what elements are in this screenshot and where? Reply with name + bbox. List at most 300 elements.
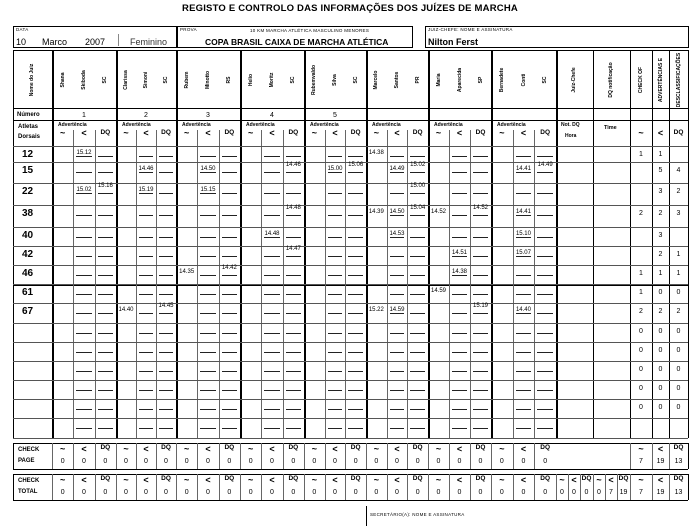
time-entry: 14.40 bbox=[515, 307, 531, 313]
footer-value: 0 bbox=[560, 489, 564, 496]
adv-dash bbox=[328, 390, 343, 391]
time-entry: 14.52 bbox=[472, 205, 488, 211]
footer-value: 0 bbox=[248, 489, 253, 496]
time-entry: 15.04 bbox=[410, 205, 426, 211]
dq-dash bbox=[410, 172, 425, 173]
advertencia-label: Advertência bbox=[372, 122, 401, 128]
time-entry: 14.40 bbox=[118, 307, 134, 313]
judge-number: 2 bbox=[144, 112, 148, 119]
summary-value: 0 bbox=[658, 385, 663, 392]
adv-dash bbox=[390, 294, 405, 295]
dq-dash bbox=[98, 215, 113, 216]
adv-dash bbox=[516, 193, 532, 194]
footer-value: 0 bbox=[499, 489, 504, 496]
grid-row-line bbox=[13, 303, 688, 304]
lt-icon: < bbox=[269, 128, 275, 138]
dq-dash bbox=[159, 193, 173, 194]
wave-icon: ~ bbox=[373, 128, 379, 138]
dq-dash bbox=[537, 256, 553, 257]
dq-label: DQ bbox=[224, 444, 235, 451]
summary-value: 3 bbox=[658, 188, 663, 195]
dq-label: DQ bbox=[412, 129, 423, 136]
dq-dash bbox=[348, 172, 363, 173]
summary-value: 2 bbox=[658, 251, 663, 258]
summary-value: 0 bbox=[658, 404, 663, 411]
summary-value: 0 bbox=[639, 385, 643, 392]
footer-value: 0 bbox=[457, 489, 462, 496]
adv-dash bbox=[390, 428, 405, 429]
dq-dash bbox=[286, 215, 301, 216]
dq-label: DQ bbox=[673, 475, 684, 482]
dq-dash bbox=[98, 294, 113, 295]
adv-dash bbox=[452, 237, 467, 238]
wave-icon: ~ bbox=[123, 444, 129, 454]
lt-icon: < bbox=[205, 128, 211, 138]
dq-dash bbox=[348, 390, 363, 391]
adv-dash bbox=[328, 294, 343, 295]
dq-dash bbox=[410, 313, 425, 314]
time-entry: 14.48 bbox=[285, 205, 301, 211]
dq-dash bbox=[159, 172, 173, 173]
dq-dash bbox=[286, 390, 301, 391]
adv-dash bbox=[200, 237, 215, 238]
lt-icon: < bbox=[571, 475, 577, 485]
check-of-header: CHECK OF bbox=[638, 66, 644, 94]
adv-dash bbox=[452, 313, 467, 314]
summary-value: 0 bbox=[676, 328, 681, 335]
time-entry: 14.59 bbox=[389, 307, 405, 313]
lt-icon: < bbox=[657, 128, 664, 138]
dq-dash bbox=[473, 215, 488, 216]
adv-dash bbox=[139, 193, 153, 194]
footer-border bbox=[688, 443, 689, 469]
dq-dash bbox=[98, 409, 113, 410]
judge-first: Marcelo bbox=[373, 70, 380, 90]
hora-label: Hora bbox=[565, 133, 577, 139]
dq-dash bbox=[98, 156, 113, 157]
time-entry: 15.00 bbox=[327, 166, 343, 172]
footer-value: 0 bbox=[164, 489, 168, 496]
time-entry: 14.38 bbox=[451, 269, 467, 275]
lt-icon: < bbox=[456, 475, 463, 485]
dq-dash bbox=[222, 215, 237, 216]
adv-dash bbox=[264, 275, 279, 276]
dq-label: DQ bbox=[540, 475, 551, 482]
adv-dash bbox=[200, 409, 215, 410]
adv-dash bbox=[139, 275, 153, 276]
adv-dash bbox=[328, 172, 343, 173]
summary-value: 3 bbox=[658, 232, 663, 239]
judge-cc: SC bbox=[352, 76, 359, 84]
footer-value: 7 bbox=[609, 489, 613, 496]
adv-dash bbox=[264, 193, 279, 194]
adv-dash bbox=[264, 256, 279, 257]
athlete-bib: 40 bbox=[22, 230, 34, 241]
adv-dash bbox=[200, 294, 215, 295]
wave-icon: ~ bbox=[435, 128, 442, 138]
adv-dash bbox=[328, 409, 343, 410]
summary-value: 5 bbox=[658, 167, 663, 174]
lt-icon: < bbox=[81, 444, 87, 454]
dq-dash bbox=[98, 275, 113, 276]
dq-label: DQ bbox=[412, 475, 423, 482]
footer-value: 0 bbox=[353, 489, 358, 496]
adv-dash bbox=[516, 333, 532, 334]
adv-dash bbox=[328, 193, 343, 194]
dq-dash bbox=[537, 428, 553, 429]
adv-dash bbox=[76, 313, 91, 314]
footer-value: 0 bbox=[270, 489, 274, 496]
grid-row-line bbox=[13, 418, 688, 419]
footer-value: 0 bbox=[124, 458, 128, 465]
adv-dash bbox=[516, 390, 532, 391]
dq-dash bbox=[473, 156, 488, 157]
time-entry: 15.10 bbox=[515, 231, 531, 237]
footer-value: 19 bbox=[619, 489, 628, 496]
lt-icon: < bbox=[143, 444, 149, 454]
dq-dash bbox=[286, 256, 301, 257]
footer-value: 0 bbox=[60, 458, 65, 465]
dq-label: DQ bbox=[350, 129, 361, 136]
summary-value: 0 bbox=[639, 347, 643, 354]
dq-dash bbox=[410, 409, 425, 410]
dq-dash bbox=[98, 313, 113, 314]
dq-dash bbox=[348, 371, 363, 372]
adv-dash bbox=[139, 294, 153, 295]
judge-first: Shana bbox=[59, 72, 66, 88]
dq-dash bbox=[286, 313, 301, 314]
grid-row-line bbox=[13, 342, 688, 343]
footer-value: 0 bbox=[333, 458, 337, 465]
athlete-bib: 42 bbox=[22, 249, 34, 260]
event-name: COPA BRASIL CAIXA DE MARCHA ATLÉTICA bbox=[205, 37, 389, 47]
adv-dash bbox=[328, 215, 343, 216]
lt-icon: < bbox=[456, 128, 463, 138]
adv-dash bbox=[200, 215, 215, 216]
dq-dash bbox=[98, 390, 113, 391]
judge-first: Rubemvaldo bbox=[311, 64, 318, 96]
dq-dash bbox=[410, 390, 425, 391]
dq-dash bbox=[159, 371, 173, 372]
lt-icon: < bbox=[205, 444, 211, 454]
dq-dash bbox=[98, 352, 113, 353]
judge-first: Clarissa bbox=[123, 70, 129, 90]
dq-dash bbox=[473, 333, 488, 334]
dq-dash bbox=[348, 409, 363, 410]
dq-dash bbox=[537, 275, 553, 276]
adv-dash bbox=[328, 156, 343, 157]
dq-dash bbox=[410, 156, 425, 157]
summary-value: 0 bbox=[676, 366, 681, 373]
adv-dash bbox=[200, 313, 215, 314]
summary-value: 2 bbox=[639, 210, 643, 217]
wave-icon: ~ bbox=[248, 444, 254, 454]
lt-icon: < bbox=[657, 444, 664, 454]
time-entry: 15.07 bbox=[515, 250, 531, 256]
grid-row-line bbox=[13, 146, 688, 147]
adv-dash bbox=[516, 371, 532, 372]
grid-row-line bbox=[13, 205, 688, 206]
footer-value: 13 bbox=[674, 458, 683, 465]
wave-icon: ~ bbox=[373, 475, 379, 485]
wave-icon: ~ bbox=[638, 475, 644, 485]
dq-dash bbox=[222, 193, 237, 194]
judge-first: Rubem bbox=[183, 71, 190, 89]
footer-value: 7 bbox=[639, 489, 643, 496]
lt-icon: < bbox=[332, 475, 338, 485]
adv-dash bbox=[264, 371, 279, 372]
dq-dash bbox=[222, 294, 237, 295]
dq-dash bbox=[222, 390, 237, 391]
summary-value: 0 bbox=[639, 328, 643, 335]
judge-cc: SC bbox=[163, 76, 169, 84]
judge-last: Skiboda bbox=[81, 70, 87, 90]
dq-dash bbox=[348, 313, 363, 314]
adv-dash bbox=[390, 215, 405, 216]
footer-value: 0 bbox=[184, 458, 189, 465]
gender-value: Feminino bbox=[130, 37, 168, 47]
chief-label: JUIZ-CHEFE: NOME E ASSINATURA bbox=[428, 27, 513, 32]
footer-value: 0 bbox=[144, 489, 148, 496]
adv-dash bbox=[328, 352, 343, 353]
dq-label: DQ bbox=[350, 475, 361, 482]
footer-border bbox=[13, 500, 688, 501]
judge-first: Maria bbox=[435, 73, 442, 87]
wave-icon: ~ bbox=[435, 444, 442, 454]
adv-dash bbox=[139, 313, 153, 314]
judge-first: Helio bbox=[247, 73, 254, 87]
adv-dash bbox=[516, 352, 532, 353]
footer-value: 13 bbox=[674, 489, 683, 496]
date-day: 10 bbox=[16, 37, 27, 47]
adv-dash bbox=[390, 156, 405, 157]
dq-dash bbox=[159, 428, 173, 429]
time-entry: 14.39 bbox=[368, 209, 384, 215]
adv-dash bbox=[452, 371, 467, 372]
dq-dash bbox=[222, 256, 237, 257]
adv-dash bbox=[200, 256, 215, 257]
dq-dash bbox=[222, 156, 237, 157]
grid-right-border bbox=[688, 50, 689, 438]
adv-dash bbox=[76, 371, 91, 372]
footer-border bbox=[13, 474, 14, 500]
adv-dash bbox=[390, 313, 405, 314]
dq-label: DQ bbox=[100, 475, 111, 482]
adv-dash bbox=[328, 256, 343, 257]
juiz-chefe-header: Juiz-Chefe bbox=[571, 67, 577, 93]
dq-label: DQ bbox=[224, 475, 235, 482]
footer-value: 0 bbox=[227, 489, 232, 496]
adv-dash bbox=[516, 294, 532, 295]
wave-icon: ~ bbox=[638, 128, 644, 138]
summary-value: 1 bbox=[658, 270, 663, 277]
wave-icon: ~ bbox=[499, 475, 505, 485]
wave-icon: ~ bbox=[60, 475, 66, 485]
adv-dash bbox=[139, 390, 153, 391]
adv-dash bbox=[264, 237, 279, 238]
athlete-bib: 67 bbox=[22, 306, 34, 317]
dq-label: DQ bbox=[475, 475, 486, 482]
adv-dash bbox=[264, 333, 279, 334]
wave-icon: ~ bbox=[248, 475, 254, 485]
footer-value: 0 bbox=[572, 489, 576, 496]
check-label: CHECK bbox=[18, 478, 40, 484]
adv-dash bbox=[390, 275, 405, 276]
grid-row-line bbox=[13, 323, 688, 324]
time-entry: 14.42 bbox=[221, 265, 237, 271]
dq-dash bbox=[473, 390, 488, 391]
advertencia-label: Advertência bbox=[58, 122, 87, 128]
dq-dash bbox=[286, 172, 301, 173]
adv-dash bbox=[452, 352, 467, 353]
dq-dash bbox=[159, 275, 173, 276]
dq-label: DQ bbox=[618, 475, 629, 482]
dq-label: DQ bbox=[100, 444, 111, 451]
dq-dash bbox=[159, 409, 173, 410]
adv-dash bbox=[264, 313, 279, 314]
lt-icon: < bbox=[81, 128, 87, 138]
footer-value: 0 bbox=[499, 458, 504, 465]
dq-dash bbox=[473, 294, 488, 295]
event-small-title: 10 KM MARCHA ATLÉTICA MASCULINO MENORES bbox=[250, 28, 370, 33]
lt-icon: < bbox=[520, 475, 527, 485]
footer-value: 0 bbox=[184, 489, 189, 496]
time-entry: 14.51 bbox=[451, 250, 467, 256]
lt-icon: < bbox=[143, 128, 149, 138]
judge-cc: PR bbox=[414, 76, 421, 84]
athlete-bib: 22 bbox=[22, 186, 34, 197]
dq-dash bbox=[348, 237, 363, 238]
summary-value: 0 bbox=[676, 289, 681, 296]
time-entry: 14.46 bbox=[285, 162, 301, 168]
advertencia-label: Advertência bbox=[434, 122, 463, 128]
dq-dash bbox=[473, 193, 488, 194]
dq-label: DQ bbox=[100, 129, 111, 136]
dq-dash bbox=[98, 237, 113, 238]
adv-dash bbox=[516, 313, 532, 314]
athlete-bib: 12 bbox=[22, 149, 34, 160]
adv-dash bbox=[76, 156, 91, 157]
summary-value: 1 bbox=[658, 151, 663, 158]
footer-value: 7 bbox=[639, 458, 643, 465]
adv-dash bbox=[76, 409, 91, 410]
dq-dash bbox=[537, 409, 553, 410]
time-entry: 14.41 bbox=[515, 166, 531, 172]
advertencias-header: ADVERTÊNCIAS E bbox=[658, 57, 664, 103]
adv-dash bbox=[264, 294, 279, 295]
dq-dash bbox=[348, 333, 363, 334]
time-entry: 14.50 bbox=[389, 209, 405, 215]
secretary-label: SECRETÁRIO(A): NOME E ASSINATURA bbox=[370, 512, 465, 517]
judge-number: 3 bbox=[206, 112, 210, 119]
time-entry: 15.06 bbox=[348, 162, 364, 168]
summary-value: 2 bbox=[676, 308, 681, 315]
dq-dash bbox=[286, 352, 301, 353]
wave-icon: ~ bbox=[123, 475, 129, 485]
dq-dash bbox=[410, 193, 425, 194]
summary-value: 0 bbox=[676, 385, 681, 392]
footer-value: 0 bbox=[164, 458, 168, 465]
time-entry: 15.16 bbox=[97, 183, 113, 189]
secretary-divider bbox=[366, 506, 367, 526]
judge-last: Conti bbox=[520, 73, 527, 87]
grid-row-line bbox=[13, 361, 688, 362]
time-entry: 15.02 bbox=[76, 187, 92, 193]
adv-dash bbox=[452, 390, 467, 391]
dq-dash bbox=[348, 156, 363, 157]
chief-name: Nilton Ferst bbox=[428, 37, 479, 47]
dq-dash bbox=[410, 333, 425, 334]
summary-value: 0 bbox=[658, 289, 663, 296]
dq-dash bbox=[473, 371, 488, 372]
dq-dash bbox=[473, 428, 488, 429]
dq-dash bbox=[159, 352, 173, 353]
adv-dash bbox=[76, 237, 91, 238]
dq-dash bbox=[537, 352, 553, 353]
dq-dash bbox=[537, 215, 553, 216]
wave-icon: ~ bbox=[373, 444, 379, 454]
lt-icon: < bbox=[657, 475, 664, 485]
adv-dash bbox=[328, 371, 343, 372]
dq-label: DQ bbox=[475, 129, 486, 136]
adv-dash bbox=[76, 390, 91, 391]
adv-dash bbox=[139, 371, 153, 372]
footer-value: 0 bbox=[395, 489, 399, 496]
adv-dash bbox=[139, 409, 153, 410]
adv-dash bbox=[328, 237, 343, 238]
dq-dash bbox=[286, 193, 301, 194]
dq-dash bbox=[537, 313, 553, 314]
grid-row-line bbox=[13, 265, 688, 266]
dq-dash bbox=[473, 313, 488, 314]
lt-icon: < bbox=[608, 475, 614, 485]
footer-border bbox=[13, 443, 14, 469]
lt-icon: < bbox=[269, 444, 275, 454]
footer-value: 0 bbox=[374, 489, 379, 496]
footer-label: TOTAL bbox=[18, 489, 38, 495]
adv-dash bbox=[200, 333, 215, 334]
dq-dash bbox=[159, 294, 173, 295]
time-entry: 14.46 bbox=[138, 166, 154, 172]
adv-dash bbox=[390, 172, 405, 173]
desclassificacoes-header: DESCLASSIFICAÇÕES bbox=[676, 52, 682, 108]
dq-dash bbox=[348, 193, 363, 194]
dq-dash bbox=[98, 172, 113, 173]
time-entry: 15.19 bbox=[138, 187, 154, 193]
time-entry: 14.50 bbox=[200, 166, 216, 172]
dq-label: DQ bbox=[288, 475, 299, 482]
footer-value: 0 bbox=[478, 489, 483, 496]
page-title: REGISTO E CONTROLO DAS INFORMAÇÕES DOS JUÍZES DE MARCHA bbox=[182, 3, 518, 14]
summary-value: 0 bbox=[658, 328, 663, 335]
footer-value: 0 bbox=[333, 489, 337, 496]
dq-dash bbox=[473, 172, 488, 173]
adv-dash bbox=[516, 237, 532, 238]
lt-icon: < bbox=[456, 444, 463, 454]
date-label: DATA bbox=[16, 27, 29, 32]
footer-value: 0 bbox=[82, 489, 86, 496]
dq-dash bbox=[473, 237, 488, 238]
adv-dash bbox=[139, 333, 153, 334]
summary-value: 1 bbox=[639, 270, 643, 277]
footer-value: 0 bbox=[103, 489, 108, 496]
footer-value: 0 bbox=[436, 458, 441, 465]
time-entry: 14.38 bbox=[368, 150, 384, 156]
summary-value: 1 bbox=[676, 270, 681, 277]
dq-dash bbox=[537, 193, 553, 194]
footer-value: 0 bbox=[144, 458, 148, 465]
wave-icon: ~ bbox=[435, 475, 442, 485]
